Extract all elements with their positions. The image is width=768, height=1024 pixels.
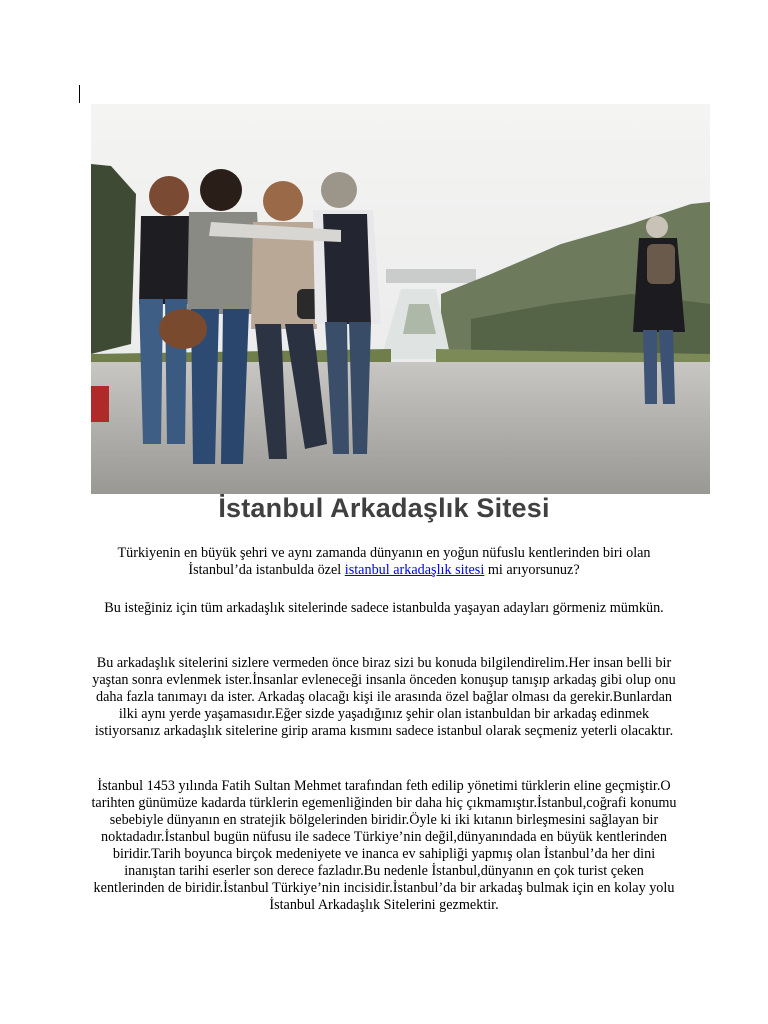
page-title: İstanbul Arkadaşlık Sitesi — [218, 493, 550, 523]
intro-text-end: mi arıyorsunuz? — [484, 562, 580, 578]
intro-text: Türkiyenin en büyük şehri ve aynı zamanda dünyanın en yoğun nüfuslu kentlerinden biri olan İstanbul’da istanbulda özel — [117, 545, 651, 578]
istanbul-dating-site-link[interactable]: istanbul arkadaşlık sitesi — [344, 562, 485, 578]
text-cursor — [79, 85, 80, 103]
paragraph-4: İstanbul 1453 yılında Fatih Sultan Mehmet tarafından feth edilip yönetimi türklerin eline geçmiştir.O tarihten günümüze kadarda türklerin egemenliğinden bir daha hiç çıkmamıştır.İstanbul,coğrafi konumu sebebiyle dünyanın en stratejik bölgelerinden biridir.Öyle ki iki kıtanın birleşmesini sağlayan bir noktadadır.İstanbul bugün nüfusu ile sadece Türkiye’nin değil,dünyanındada en büyük kentlerinden biridir.Tarih boyunca birçok medeniyete ve inanca ev sahipliği yapmış olan İstanbul’da her dini inanıştan tarihi eserler son derece fazladır.Bu nedenle İstanbul,dünyanın en çok turist çeken kentlerinden de biridir.İstanbul Türkiye’nin incisidir.İstanbul’da bir arkadaş bulmak için en kolay yolu İstanbul Arkadaşlık Sitelerini gezmektir. — [91, 778, 677, 913]
intro-paragraph — [90, 545, 678, 579]
friends-photo — [91, 104, 710, 494]
paragraph-2: Bu isteğiniz için tüm arkadaşlık sitelerinde sadece istanbulda yaşayan adayları görmeniz mümkün. — [104, 600, 664, 616]
paragraph-3: Bu arkadaşlık sitelerini sizlere vermeden önce biraz sizi bu konuda bilgilendirelim.Her insan belli bir yaştan sonra evlenmek ister.İnsanlar evleneceği insanla önceden konuşup tanışıp arkadaş gibi olup onu daha fazla tanımayı da ister. Arkadaş olacağı kişi ile arasında özel bağlar olması da gerekir.Bunlardan ilki aynı yerde yaşamasıdır.Eğer sizde yaşadığınız şehir olan istanbuldan bir arkadaş edinmek istiyorsanız arkadaşlık sitelerine girip arama kısmını sadece istanbul olarak seçmeniz yeterli olacaktır. — [92, 655, 676, 739]
